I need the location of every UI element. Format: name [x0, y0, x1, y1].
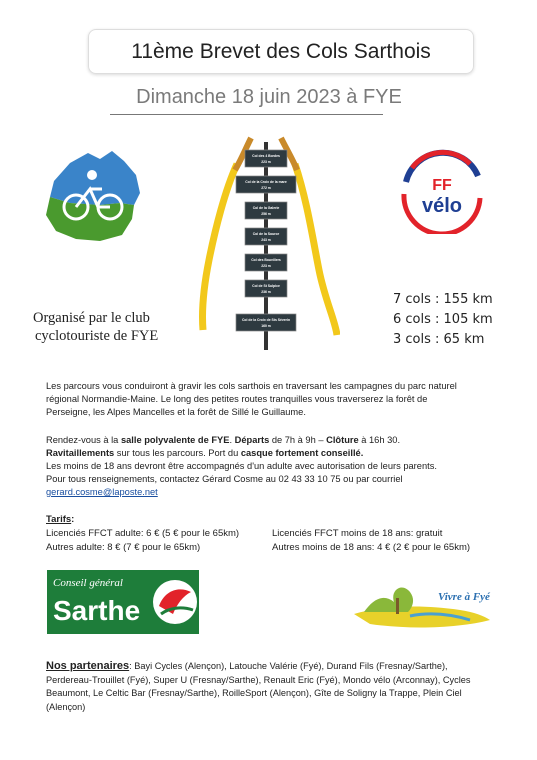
ravit-text: sur tous les parcours. Port du [114, 448, 241, 458]
route-3-cols: 3 cols : 65 km [393, 332, 485, 347]
departs-time: de 7h à 9h – [269, 435, 327, 445]
col-sign-name: Col des Bouvillers [251, 258, 281, 262]
conseil-general-sarthe-logo [47, 570, 199, 634]
rdv-text: Rendez-vous à la [46, 435, 121, 445]
organizer-text [33, 309, 183, 345]
event-title: 11ème Brevet des Cols Sarthois [131, 39, 431, 63]
col-sign-altitude: 256 m [261, 212, 271, 216]
col-sign-panel [245, 228, 287, 245]
col-sign-panel [236, 314, 296, 331]
col-sign-altitude: 223 m [261, 160, 271, 164]
contact-line: Pour tous renseignements, contactez Gérard Cosme au 02 43 33 10 75 ou par courriel [46, 474, 403, 484]
cloture-time: à 16h 30. [358, 435, 401, 445]
organizer-line-1: Organisé par le club [33, 310, 150, 326]
ravit-label: Ravitaillements [46, 448, 115, 458]
cols-signpost-illustration [195, 130, 340, 352]
col-sign-panel [236, 176, 296, 193]
departs-label: Départs [234, 435, 270, 445]
tarifs-minor-column [272, 527, 502, 554]
tarif-other-adult: Autres adulte: 8 € (7 € pour le 65km) [46, 541, 201, 553]
col-sign-altitude: 243 m [261, 238, 271, 242]
vivre-text: Vivre à Fyé [438, 591, 490, 603]
col-sign-name: Col de la Galerie [252, 206, 280, 210]
minors-line: Les moins de 18 ans devront être accompagnés d'un adulte avec autorisation de leurs parents. [46, 461, 437, 471]
col-sign [236, 314, 296, 331]
col-sign-panel [245, 202, 287, 219]
organizer-line-2: cyclotouriste de FYE [35, 328, 159, 344]
col-sign [245, 280, 287, 297]
tarifs-heading-colon: : [71, 514, 75, 525]
route-7-cols: 7 cols : 155 km [393, 292, 493, 307]
col-sign-altitude: 160 m [261, 324, 271, 328]
partners-colon: : [129, 661, 135, 671]
tarifs-heading-label: Tarifs [46, 514, 72, 525]
col-sign [245, 150, 287, 167]
col-sign-name: Col de la Source [252, 232, 280, 236]
col-sign-panel [245, 150, 287, 167]
ffvelo-ff-text: FF [432, 177, 452, 194]
col-sign [245, 202, 287, 219]
tarifs-heading [46, 514, 74, 525]
partners-section [46, 660, 476, 714]
cloture-label: Clôture [326, 435, 359, 445]
rendezvous-line [46, 434, 476, 447]
col-sign-altitude: 236 m [261, 290, 271, 294]
partners-heading: Nos partenaires [46, 660, 130, 672]
route-distances [393, 290, 503, 350]
tarif-other-minor: Autres moins de 18 ans: 4 € (2 € pour le 65km) [272, 541, 471, 553]
route-6-cols: 6 cols : 105 km [393, 312, 493, 327]
col-sign-altitude: 272 m [261, 186, 271, 190]
vivre-a-fye-logo [350, 576, 492, 632]
col-sign-panel [245, 280, 287, 297]
cg-big-text: Sarthe [53, 595, 141, 626]
col-sign-name: Col de la Croix de la mare [245, 180, 287, 184]
contact-email-link[interactable]: gerard.cosme@laposte.net [46, 487, 158, 497]
partners-list: Bayi Cycles (Alençon), Latouche Valérie (Fyé), Durand Fils (Fresnay/Sarthe), Perdereau-Trouillet (Fyé), Super U (Fresnay/Sarthe), Renault Eric (Fyé), Mondo vélo (Arconnay), Cycles Beaumont, Le Celtic Bar (Fresnay/Sarthe), RoilleSport (Alençon), Gîte de Soligny la Trappe, Plein Ciel (Alençon) [46, 661, 471, 712]
tarif-ffct-minor: Licenciés FFCT moins de 18 ans: gratuit [272, 528, 443, 539]
cg-small-text: Conseil général [53, 577, 123, 589]
ravitaillement-line [46, 447, 476, 460]
col-sign-panel [245, 254, 287, 271]
ffvelo-velo-text: vélo [421, 195, 463, 217]
col-sign-altitude: 223 m [261, 264, 271, 268]
intro-paragraph: Les parcours vous conduiront à gravir les cols sarthois en traversant les campagnes du parc naturel régional Normandie-Maine. Le long des petites routes tranquilles vous traverserez la forêt de Perseigne, les Alpes Mancelles et la forêt de Sillé le Guillaume. [46, 381, 457, 417]
info-paragraph [46, 434, 476, 499]
tarifs-adult-column [46, 527, 276, 554]
event-date: Dimanche 18 juin 2023 à FYE [136, 86, 402, 108]
ffvelo-logo [398, 146, 486, 234]
casque-text: casque fortement conseillé. [240, 448, 364, 458]
col-sign-name: Col des 4 Bordes [252, 154, 280, 158]
col-sign [236, 176, 296, 193]
rdv-sep: . [229, 435, 235, 445]
tarif-ffct-adult: Licenciés FFCT adulte: 6 € (5 € pour le 65km) [46, 528, 240, 539]
event-title-box [88, 29, 474, 74]
date-underline [110, 114, 383, 115]
col-sign [245, 254, 287, 271]
col-sign-name: Col de la Croix de Sts Séverin [241, 318, 291, 322]
sarthe-region-cycling-logo [40, 145, 146, 247]
rdv-place: salle polyvalente de FYE [120, 435, 230, 445]
col-sign [245, 228, 287, 245]
col-sign-name: Col de St Sulpice [252, 284, 280, 288]
